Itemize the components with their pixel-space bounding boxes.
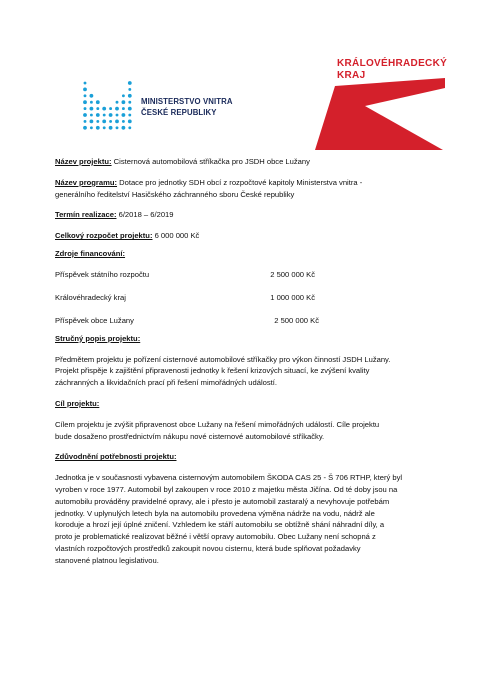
description-paragraph — [55, 354, 445, 389]
justification-line: proto je problematické realizovat běžné i větší opravy automobilu. Obec Lužany není schopná z — [55, 532, 376, 542]
ministry-emblem-icon — [81, 78, 139, 134]
justification-paragraph — [55, 472, 445, 566]
justification-line: Jednotka je v současnosti vybavena cisternovým automobilem ŠKODA CAS 25 - Š 706 RTHP, který byl — [55, 473, 403, 483]
funding-row — [55, 269, 445, 281]
justification-line: automobilu prováděny pravidelné opravy, ale i přesto je automobil zastaralý a nevyhovuje potřebám — [55, 496, 390, 506]
ministry-name — [141, 96, 233, 118]
project-name-label: Název projektu: — [55, 157, 112, 166]
justification-line: stanovené platnou legislativou. — [55, 555, 159, 565]
program-name-value-1: Dotace pro jednotky SDH obcí z rozpočtové kapitoly Ministerstva vnitra - — [117, 177, 363, 187]
term-value: 6/2018 – 6/2019 — [116, 210, 174, 220]
funding-value: 1 000 000 Kč — [270, 292, 315, 302]
justification-heading: Zdůvodnění potřebnosti projektu: — [55, 452, 177, 462]
project-name-value: Cisternová automobilová stříkačka pro JSDH obce Lužany — [111, 157, 310, 166]
funding-value: 2 500 000 Kč — [270, 269, 315, 279]
funding-value: 2 500 000 Kč — [274, 315, 319, 325]
justification-line: jednotky. V uplynulých letech byla na automobilu provedena výměna nádrže na vodu, nádrž ale — [55, 508, 375, 518]
budget-label: Celkový rozpočet projektu: — [55, 231, 153, 241]
program-name-label: Název programu: — [55, 177, 118, 187]
region-name-line1: KRÁLOVÉHRADECKÝ — [337, 58, 448, 69]
justification-line: vyroben v roce 1977. Automobil byl zakoupen v roce 2010 z majetku města Jičína. Od té doby jsou na — [55, 484, 398, 494]
funding-row — [55, 292, 445, 304]
justification-line: koroduje a hrozí její úplné zničení. Vzhledem ke stáří automobilu se obtížně shání náhradní díly, a — [55, 520, 385, 530]
description-line: záchranných a likvidačních prací při řešení mimořádných událostí. — [55, 378, 278, 388]
budget-value: 6 000 000 Kč — [152, 231, 200, 241]
description-line: Projekt přispěje k zajištění připravenosti jednotky k řešení krizových situací, ke zvýšení kvality — [55, 366, 370, 376]
region-logo — [315, 58, 448, 150]
description-line: Předmětem projektu je pořízení cisternové automobilové stříkačky pro výkon činností JSDH Lužany. — [55, 354, 391, 364]
ministry-name-line1: MINISTERSTVO VNITRA — [141, 97, 233, 106]
goal-line: bude dosaženo prostřednictvím nákupu nové cisternové automobilové stříkačky. — [55, 431, 325, 441]
goal-paragraph — [55, 419, 445, 443]
term-label: Termín realizace: — [55, 210, 117, 220]
goal-heading: Cíl projektu: — [55, 398, 100, 408]
goal-line: Cílem projektu je zvýšit připravenost obce Lužany na řešení mimořádných událostí. Cíle projektu — [55, 419, 380, 429]
document-body — [55, 156, 445, 567]
funding-heading: Zdroje financování: — [55, 248, 126, 258]
funding-label: Příspěvek obce Lužany — [55, 315, 134, 325]
funding-label: Královéhradecký kraj — [55, 292, 126, 302]
ministry-name-line2: ČESKÉ REPUBLIKY — [141, 108, 217, 117]
funding-row — [55, 315, 445, 327]
funding-label: Příspěvek státního rozpočtu — [55, 269, 150, 279]
region-name-line2: KRAJ — [337, 70, 366, 81]
justification-line: vlastních rozpočtových prostředků zakoupit novou cisternu, která bude splňovat požadavky — [55, 543, 361, 553]
description-heading: Stručný popis projektu: — [55, 333, 141, 343]
program-name-value-2: generálního ředitelství Hasičského záchranného sboru České republiky — [55, 189, 295, 199]
project-name — [55, 156, 445, 168]
program-name — [55, 177, 445, 189]
region-emblem-icon — [315, 78, 445, 150]
ministry-logo — [81, 78, 261, 134]
budget — [55, 230, 445, 242]
term — [55, 209, 445, 221]
